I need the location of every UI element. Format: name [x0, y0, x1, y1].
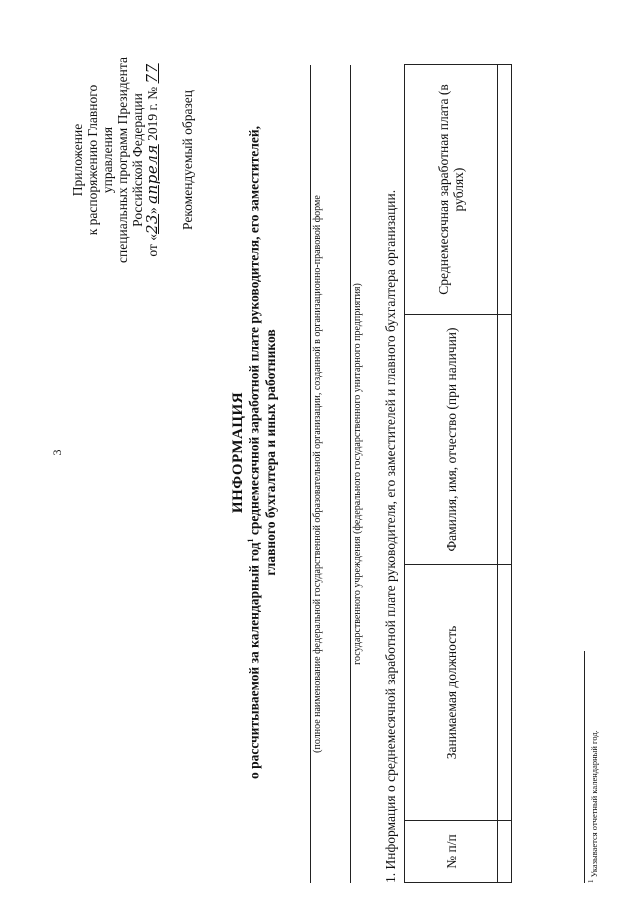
document-subtitle: [246, 0, 263, 905]
date-month-handwritten: апреля: [143, 144, 161, 204]
table-row: [498, 65, 512, 883]
header-salary: Среднемесячная заработная плата (в рублях): [405, 65, 498, 315]
sample-label: Рекомендуемый образец: [180, 90, 195, 231]
document-subtitle-line: главного бухгалтера и иных работников: [263, 329, 278, 576]
org-form-note: государственного учреждения (федерального государственного унитарного предприятия): [352, 283, 363, 665]
header-position: Занимаемая должность: [405, 565, 498, 821]
date-year: 2019 г. №: [145, 86, 160, 141]
date-mid: »: [145, 207, 160, 214]
appendix-line: Российской Федерации: [130, 93, 145, 227]
table-cell: [498, 565, 512, 821]
date-prefix: от «: [145, 234, 160, 257]
subtitle-part: среднемесячной заработной плате руководителя, его заместителей,: [246, 125, 262, 539]
table-header-row: [405, 65, 498, 883]
appendix-date-line: [145, 55, 160, 265]
section-heading: 1. Информация о среднемесячной заработной плате руководителя, его заместителей и главного бухгалтера организации.: [383, 189, 398, 883]
org-name-line: [310, 65, 311, 883]
appendix-line: специальных программ Президента: [115, 57, 130, 263]
footnote-mark: 1: [587, 879, 595, 883]
footnote-separator: [584, 651, 585, 883]
document-title: ИНФОРМАЦИЯ: [230, 391, 246, 514]
table-cell: [498, 65, 512, 315]
table-cell: [498, 821, 512, 883]
appendix-label: Приложение: [70, 123, 85, 197]
page-number: 3: [50, 449, 64, 456]
org-name-line: [350, 65, 351, 883]
subtitle-part: о рассчитываемой за календарный год: [246, 542, 262, 780]
appendix-block: [70, 55, 160, 265]
doc-number-handwritten: 77: [143, 63, 161, 84]
org-name-note: (полное наименование федеральной государственной образовательной организации, созданной в организационно-правовой форме: [312, 195, 323, 753]
header-number: № п/п: [405, 821, 498, 883]
footnote-text: Указывается отчетный календарный год.: [588, 730, 599, 880]
table-cell: [498, 315, 512, 565]
appendix-line: к распоряжению Главного управления: [85, 84, 115, 236]
date-day-handwritten: 23: [143, 213, 161, 235]
salary-table: [404, 64, 512, 883]
footnote: [587, 730, 599, 883]
header-full-name: Фамилия, имя, отчество (при наличии): [405, 315, 498, 565]
footnote-mark: 1: [246, 538, 255, 543]
